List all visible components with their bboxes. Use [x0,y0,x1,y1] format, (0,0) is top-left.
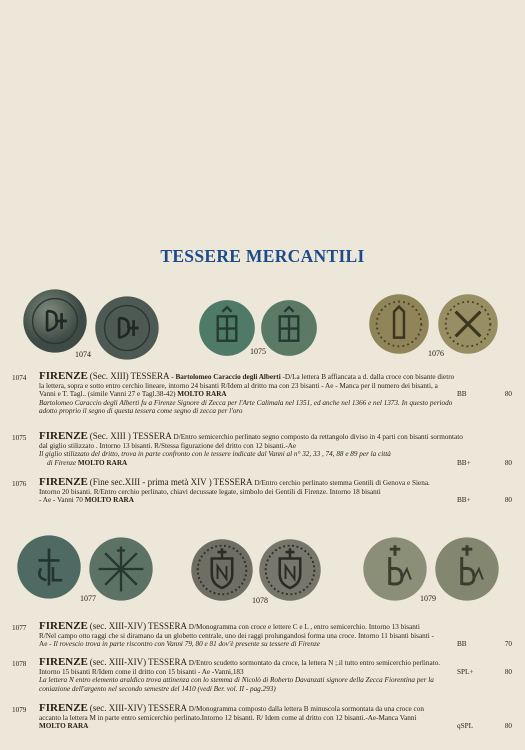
lot-period: (sec. XIII-XIV) [89,704,147,713]
lot-1079 [12,704,518,738]
lot-1078 [12,658,518,698]
lot-number: 1078 [12,660,27,668]
coin-1077-reverse [88,536,154,602]
lot-grade: BB+ [457,458,471,467]
lot-description: D/Entro cerchio perlinato stemma Gentili di Genova e Siena. [254,479,430,487]
lot-period: (sec. XIII-XIV) [89,622,147,631]
lot-1077 [12,622,518,656]
lot-city: FIRENZE [39,478,88,488]
lot-highlight: Bartolomeo Caraccio degli Alberti [175,373,281,381]
coin-1076-obverse [368,293,430,355]
lot-description: D/Entro scudetto sormontato da croce, la lettera N ;.il tutto entro semicerchio perlinato. [188,659,441,667]
lot-description-2: accanto la lettera M in parte entro semicerchio perlinato.Intorno 12 bisanti. R/ Idem come al dritto con 12 bisanti.-Ae-Manca Vanni [39,713,417,722]
lot-description: D/Monogramma composto dalla lettera B minuscola sormontata da una croce con [188,705,424,713]
lot-number: 1075 [12,434,27,442]
coin-1075-obverse [198,299,256,357]
lot-description-2: Intorno 20 bisanti. R/Entro cerchio perlinato, chiavi decussate legate, simbolo dei Gentili di Firenze. Intorno 18 bisanti [39,487,381,496]
page-title: TESSERE MERCANTILI [160,246,365,266]
coin-label-1074: 1074 [75,350,91,359]
lot-note-1: Bartolomeo Caraccio degli Alberti fu a Firenze Signore di Zecca per l'Arte Calimala nel 1351, ed anche nel 1366 e nel 1373. In questo periodo [39,398,453,407]
coin-1078-reverse [258,538,322,602]
lot-grade: qSPL [457,722,473,731]
coin-1074-reverse [94,295,160,361]
lot-price: 80 [504,496,512,505]
lot-period: (Fine sec.XIII - prima metà XIV ) [89,478,212,487]
lot-type: TESSERA [147,704,187,713]
lot-number: 1074 [12,374,27,382]
lot-note-2: di Firenze [47,458,77,467]
lot-description-3: Vanni e T. Tagl.. (simile Vanni 27 e Tagl.38-42) [39,390,176,399]
lot-rarity: MOLTO RARA [84,496,134,505]
coin-label-1078: 1078 [252,596,268,605]
lot-grade: BB+ [457,496,471,505]
lot-type: TESSERA [132,432,172,441]
coin-label-1076: 1076 [428,349,444,358]
lot-1076 [12,478,518,512]
lot-note-1: Il giglio stilizzato del dritto, trova in parte confronto con le tessere indicate dal Vanni al n° 32, 33 , 74, 88 e 89 per la città [39,450,391,459]
lot-description-2: Intorno 15 bisanti R/Idem come il dritto con 15 bisanti - Ae -Vanni,183 [39,667,244,676]
lot-description-2: dal giglio stilizzato . Intorno 13 bisanti. R/Stessa figurazione del dritto con 12 bisanti.-Ae [39,441,297,450]
lot-city: FIRENZE [39,704,88,714]
lot-city: FIRENZE [39,432,88,442]
lot-note-1: La lettera N entro elemento araldico trova attinenza con lo stemma di Nicolò di Roberto Davanzati signore della Zecca Fiorentina per la [39,676,434,685]
lot-type: TESSERA [213,478,253,487]
lot-period: (Sec. XIII ) [89,432,131,441]
coin-1075-reverse [260,299,318,357]
coin-1078-obverse [190,538,254,602]
lot-description-3: Ae - [39,640,52,649]
lot-description-2: R/Nel campo otto raggi che si diramano da un globetto centrale, uno dei raggi prolungandosi forma una croce. Intorno 11 bisanti bisanti - [39,631,434,640]
lot-note-2: adotto proprio il segno di questa tessera come segno di zecca per l'oro [39,407,243,416]
lot-number: 1076 [12,480,27,488]
lot-number: 1079 [12,706,27,714]
lot-rarity: MOLTO RARA [77,458,128,467]
coin-label-1075: 1075 [250,347,266,356]
lot-rarity: MOLTO RARA [177,390,227,399]
lot-city: FIRENZE [39,372,88,382]
lot-note-2: coniazione dell'argento nel secondo semestre del 1410 (vedi Ber. vol. II - pag.293) [39,684,276,693]
lot-number: 1077 [12,624,27,632]
coin-label-1077: 1077 [80,594,96,603]
coin-label-1079: 1079 [420,594,436,603]
lot-note-1: Il rovescio trova in parte riscontro con Vanni 79, 80 e 81 dov'è presente su tessere di Firenze [53,640,320,649]
lot-city: FIRENZE [39,658,88,668]
lot-price: 80 [504,667,512,676]
lot-rarity: MOLTO RARA [39,722,89,731]
coin-1074-obverse [22,288,88,354]
lot-type: TESSERA [147,622,187,631]
lot-price: 80 [504,390,512,399]
lot-city: FIRENZE [39,622,88,632]
coin-1077-obverse [16,534,82,600]
lot-price: 80 [504,458,512,467]
lot-1075 [12,432,518,474]
lot-price: 80 [504,722,512,731]
lot-description-3: - Ae - Vanni 70 [39,496,83,505]
lot-1074: 1074 FIRENZE (Sec. XIII) TESSERA - Bartolomeo Caraccio degli Alberti -D/La lettera B affiancata a d. dalla croce con bisante dietro la lettera, sopra e sotto entro cerchio lineare, intorno 24 bisanti R/Idem al dritto ma con 23 bisanti - Ae - Manca per il numero dei bisanti, a Vanni e T. Tagl.. (simile Vanni 27 e Tagl.38-42) MOLTO RARA BB 80 Bartolomeo Caraccio degli Alberti fu a Firenze Signore di Zecca per l'Arte Calimala nel 1351, ed anche nel 1366 e nel 1373. In questo periodo adotto proprio il segno di questa tessera come segno di zecca per l'oro [12,372,518,422]
lot-description: D/Entro semicerchio perlinato segno composto da rettangolo diviso in 4 parti con bisanti sormontato [173,433,463,441]
lot-grade: SPL+ [457,667,474,676]
lot-type: TESSERA [147,658,187,667]
coin-1079-obverse [362,536,428,602]
lot-type: TESSERA [130,372,170,381]
lot-description: D/Monogramma con croce e lettere C e L , entro semicerchio. Intorno 13 bisanti [188,623,420,631]
coin-row-bottom [0,532,525,614]
coin-1079-reverse [434,536,500,602]
lot-period: (Sec. XIII) [89,372,129,381]
lot-period: (sec. XIII-XIV) [89,658,147,667]
lot-grade: BB [457,390,467,399]
lot-description: -D/La lettera B affiancata a d. dalla croce con bisante dietro [282,373,455,381]
lot-grade: BB [457,640,467,649]
lot-price: 70 [504,640,512,649]
coin-row-top [0,285,525,365]
coin-1076-reverse [437,293,499,355]
lot-description-2: la lettera, sopra e sotto entro cerchio lineare, intorno 24 bisanti R/Idem al dritto ma con 23 bisanti - Ae - Manca per il numero dei bisanti, a [39,381,438,390]
